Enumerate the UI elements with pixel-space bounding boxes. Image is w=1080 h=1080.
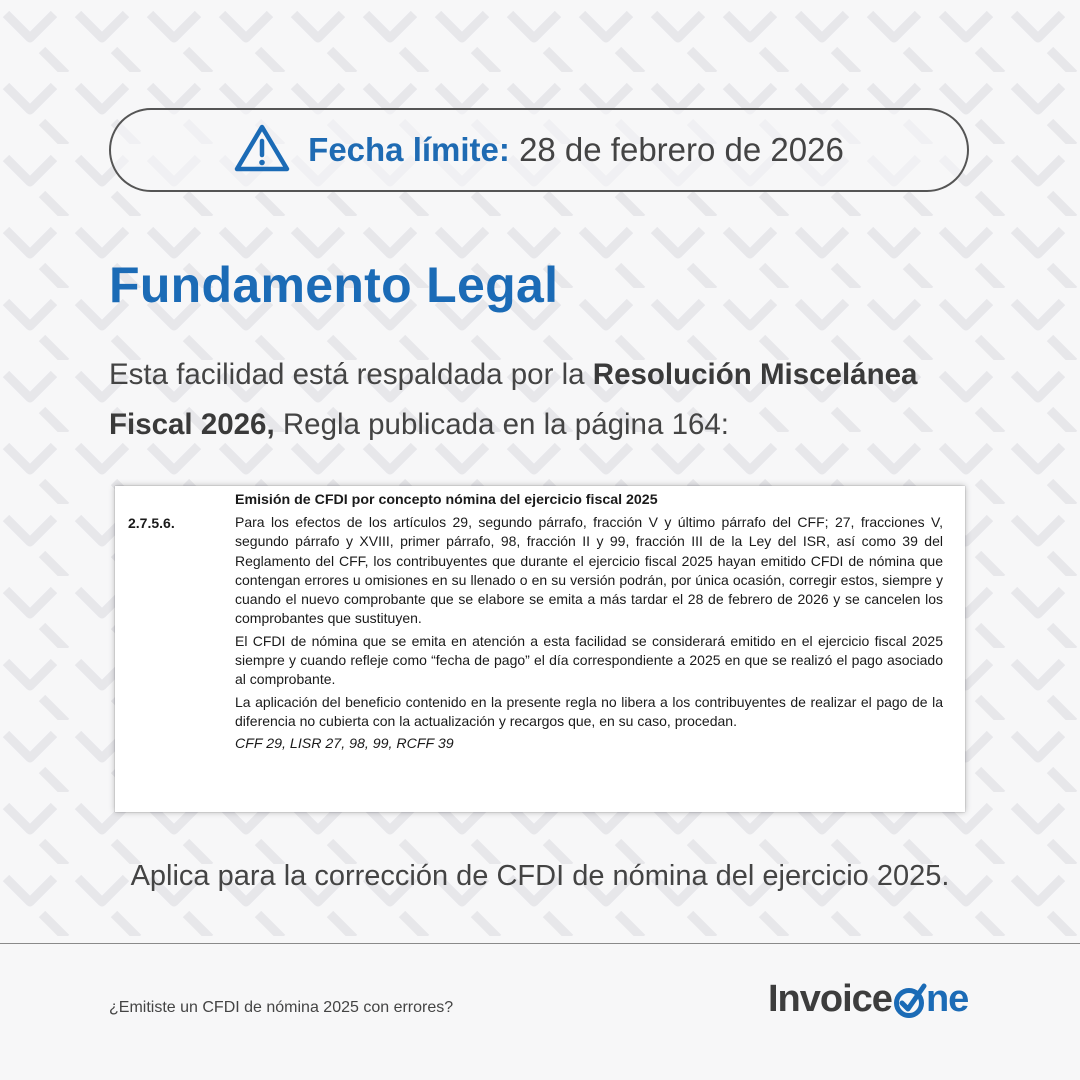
section-title: Fundamento Legal — [109, 257, 559, 313]
intro-bold-text: Resolución Miscelánea Fiscal 2026, — [109, 358, 918, 441]
logo-text-ne: ne — [925, 978, 969, 1020]
footer-divider — [0, 943, 1080, 944]
logo-check-o-icon — [892, 980, 926, 1020]
closing-statement: Aplica para la corrección de CFDI de nómina del ejercicio 2025. — [130, 860, 950, 892]
warning-icon — [234, 123, 290, 178]
rule-number: 2.7.5.6. — [128, 515, 175, 531]
deadline-text — [308, 131, 844, 169]
intro-text-1: Esta facilidad está respaldada por la — [109, 358, 593, 391]
excerpt-paragraph-2: El CFDI de nómina que se emita en atención a esta facilidad se considerará emitido en el ejercicio fiscal 2025 siempre y cuando refleje como “fecha de pago” el día correspondiente a 2025 en que se realizó el pago asociado al comprobante. — [235, 632, 943, 688]
regulation-excerpt — [115, 486, 965, 812]
intro-paragraph — [109, 350, 989, 450]
logo-one — [892, 978, 968, 1021]
deadline-date: 28 de febrero de 2026 — [519, 131, 844, 168]
footer-question: ¿Emitiste un CFDI de nómina 2025 con errores? — [109, 999, 454, 1016]
excerpt-paragraph-3: La aplicación del beneficio contenido en la presente regla no libera a los contribuyentes de realizar el pago de la diferencia no cubierta con la actualización y recargos que, en su caso, procedan. — [235, 693, 943, 729]
excerpt-citation: CFF 29, LISR 27, 98, 99, RCFF 39 — [235, 736, 454, 753]
invoiceone-logo — [768, 978, 968, 1021]
deadline-label: Fecha límite: — [308, 131, 510, 168]
intro-text-2: Regla publicada en la página 164: — [274, 408, 729, 441]
excerpt-title: Emisión de CFDI por concepto nómina del ejercicio fiscal 2025 — [235, 492, 658, 508]
logo-text-invoice: Invoice — [768, 978, 892, 1020]
deadline-banner — [109, 108, 969, 192]
excerpt-paragraph-1: Para los efectos de los artículos 29, segundo párrafo, fracción V y último párrafo del CFF; 27, fracciones V, segundo párrafo y XVIII, primer párrafo, 98, fracción II y 99, fracción III de la Ley del ISR, así como 39 del Reglamento del CFF, los contribuyentes que durante el ejercicio fiscal 2025 hayan emitido CFDI de nómina que contengan errores u omisiones en su llenado o en su versión podrán, por única ocasión, corregir estos, siempre y cuando el nuevo comprobante que se elabore se emita a más tardar el 28 de febrero de 2026 y se cancelen los comprobantes que sustituyen. — [235, 514, 943, 627]
